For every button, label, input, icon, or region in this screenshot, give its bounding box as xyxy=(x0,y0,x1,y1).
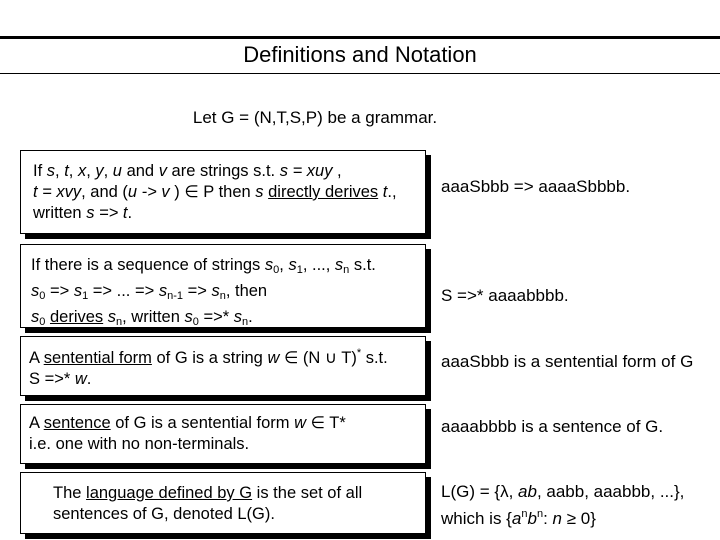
page-title: Definitions and Notation xyxy=(243,42,477,67)
term-sentence: sentence xyxy=(43,414,111,432)
language-example: L(G) = {λ, ab, aabb, aaabbb, ...}, which is {$a^nb^n$: n ≥ 0} xyxy=(441,482,685,528)
term-derives: derives xyxy=(49,308,104,326)
sentence-text: A sentence of G is a sentential form w ∈ T* i.e. one with no non-terminals. xyxy=(29,414,346,453)
sentential-form-example: aaaSbbb is a sentential form of G xyxy=(441,352,694,371)
language-definition-box xyxy=(20,472,426,534)
term-language-defined-by-g: language defined by G xyxy=(86,484,253,502)
directly-derives-definition-box xyxy=(20,150,426,234)
grammar-intro: Let G = (N,T,S,P) be a grammar. xyxy=(192,108,438,127)
title-underline xyxy=(0,73,720,74)
sentence-example: aaaabbbb is a sentence of G. xyxy=(441,417,664,436)
sentential-form-text: A sentential form of G is a string w ∈ (N ∪ T)* s.t. S =>* w. xyxy=(29,347,388,388)
directly-derives-example: aaaSbbb => aaaaSbbbb. xyxy=(441,177,631,196)
derives-definition-box xyxy=(20,244,426,328)
sentential-form-definition-box xyxy=(20,336,426,396)
sentence-definition-box xyxy=(20,404,426,464)
derives-text: If there is a sequence of strings $s_0$, $s_1$, ..., $s_n$ s.t. $s_0 => s_1$ => ... => $s_{n-1} => s_n$, then $s_0$ derives $s_n$, written $s_0$ =>* $s_n$. xyxy=(31,256,376,328)
term-sentential-form: sentential form xyxy=(43,349,152,367)
derives-example: S =>* aaaabbbb. xyxy=(441,286,569,305)
top-rule xyxy=(0,36,720,39)
language-text: The language defined by G is the set of all sentences of G, denoted L(G). xyxy=(53,484,363,523)
directly-derives-text: If s, t, x, y, u and v are strings s.t. s = xuy , t = xvy, and (u -> v ) ∈ P then s directly derives t., written s => t. xyxy=(33,162,397,222)
term-directly-derives: directly derives xyxy=(268,183,379,201)
